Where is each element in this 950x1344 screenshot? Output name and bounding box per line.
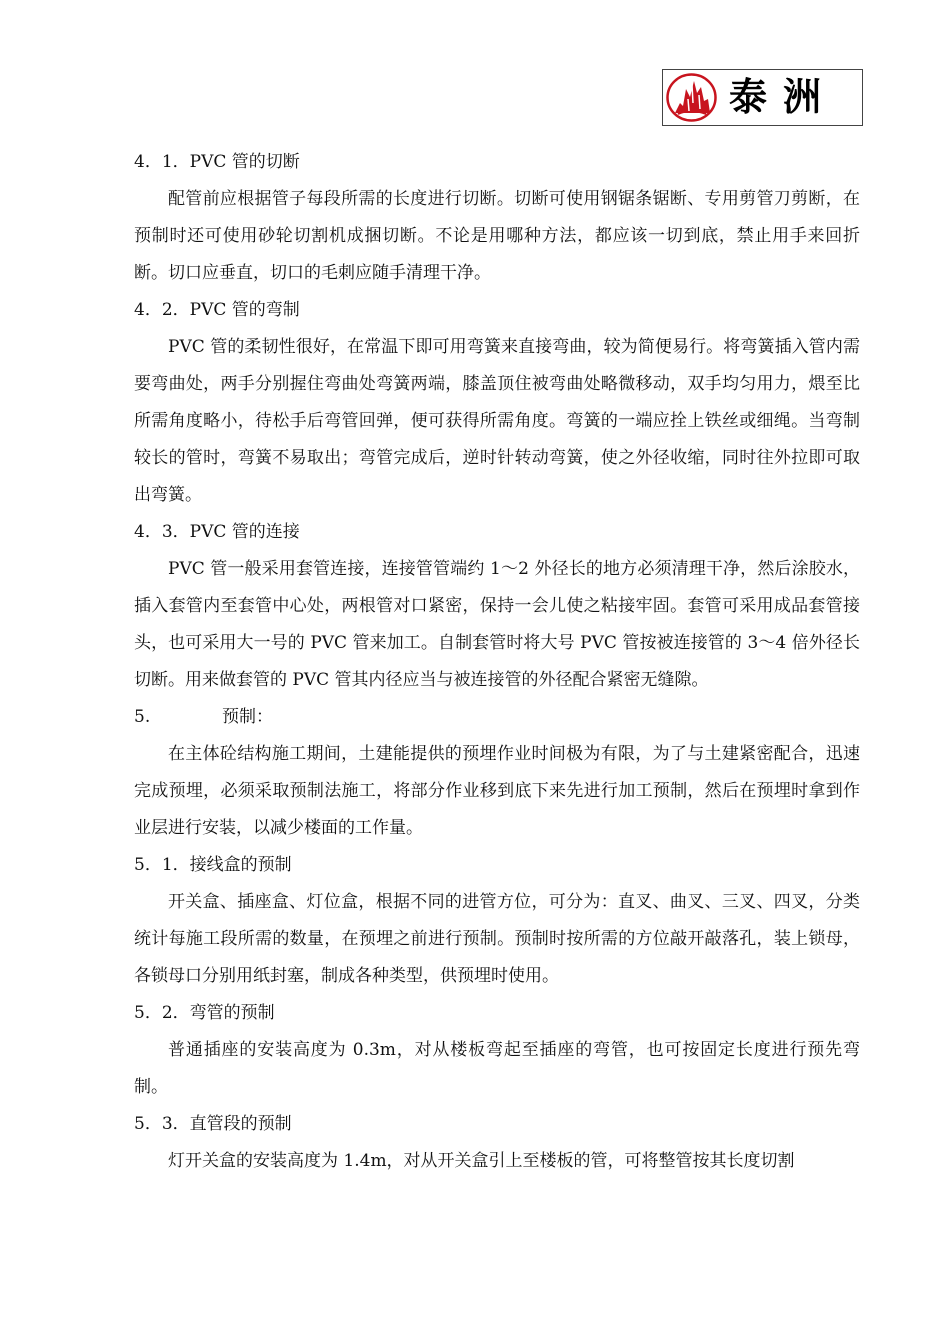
section-paragraph-4-3: PVC 管一般采用套管连接，连接管管端约 1～2 外径长的地方必须清理干净，然后涂胶水，插入套管内至套管中心处，两根管对口紧密，保持一会儿使之粘接牢固。套管可采用成品套管接头，也可采用大一号的 PVC 管来加工。自制套管时将大号 PVC 管按被连接管的 3～4 倍外径长切断。用来做套管的 PVC 管其内径应当与被连接管的外径配合紧密无缝隙。 xyxy=(134,559,860,690)
document-body xyxy=(134,144,860,1180)
section-heading-5-1: 5．1．接线盒的预制 xyxy=(134,855,292,875)
section-heading-4-2: 4．2．PVC 管的弯制 xyxy=(134,300,300,320)
section-title-5: 预制： xyxy=(222,707,273,727)
section-paragraph-5: 在主体砼结构施工期间，土建能提供的预埋作业时间极为有限，为了与土建紧密配合，迅速完成预埋，必须采取预制法施工，将部分作业移到底下来先进行加工预制，然后在预埋时拿到作业层进行安装，以减少楼面的工作量。 xyxy=(134,744,860,838)
section-paragraph-5-1: 开关盒、插座盒、灯位盒，根据不同的进管方位，可分为：直叉、曲叉、三叉、四叉，分类统计每施工段所需的数量，在预埋之前进行预制。预制时按所需的方位敲开敲落孔，装上锁母，各锁母口分别用纸封塞，制成各种类型，供预埋时使用。 xyxy=(134,892,860,986)
section-heading-4-1: 4．1．PVC 管的切断 xyxy=(134,152,300,172)
logo-text: 泰洲 xyxy=(729,75,838,119)
section-heading-5-3: 5．3．直管段的预制 xyxy=(134,1114,292,1134)
logo-emblem-icon xyxy=(666,73,717,122)
section-paragraph-5-3: 灯开关盒的安装高度为 1.4m，对从开关盒引上至楼板的管，可将整管按其长度切割 xyxy=(168,1151,795,1171)
section-paragraph-4-1: 配管前应根据管子每段所需的长度进行切断。切断可使用钢锯条锯断、专用剪管刀剪断，在预制时还可使用砂轮切割机成捆切断。不论是用哪种方法，都应该一切到底，禁止用手来回折断。切口应垂直，切口的毛刺应随手清理干净。 xyxy=(134,189,860,283)
section-heading-4-3: 4．3．PVC 管的连接 xyxy=(134,522,300,542)
section-paragraph-5-2: 普通插座的安装高度为 0.3m，对从楼板弯起至插座的弯管，也可按固定长度进行预先弯制。 xyxy=(134,1040,860,1097)
section-heading-5 xyxy=(134,699,860,736)
section-heading-5-2: 5．2．弯管的预制 xyxy=(134,1003,275,1023)
section-number-5: 5. xyxy=(134,707,151,727)
section-paragraph-4-2: PVC 管的柔韧性很好，在常温下即可用弯簧来直接弯曲，较为简便易行。将弯簧插入管内需要弯曲处，两手分别握住弯曲处弯簧两端，膝盖顶住被弯曲处略微移动，双手均匀用力，煨至比所需角度略小，待松手后弯管回弹，便可获得所需角度。弯簧的一端应拴上铁丝或细绳。当弯制较长的管时，弯簧不易取出；弯管完成后，逆时针转动弯簧，使之外径收缩，同时往外拉即可取出弯簧。 xyxy=(134,337,860,505)
company-logo xyxy=(662,69,863,126)
